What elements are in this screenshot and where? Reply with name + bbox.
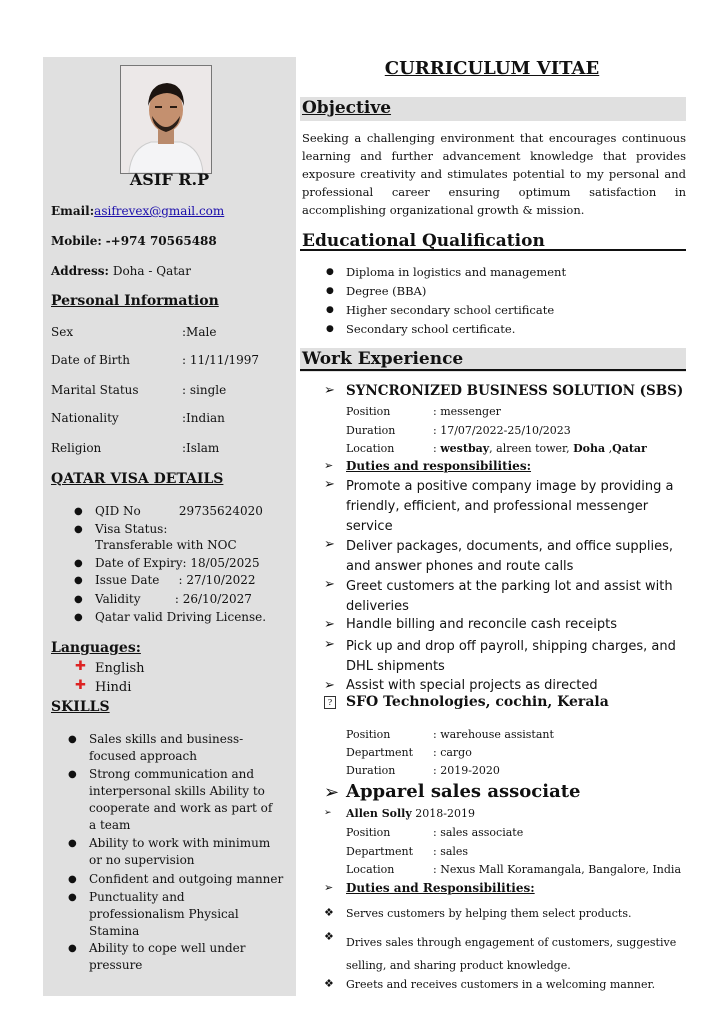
job3-location-label: Location (346, 863, 395, 876)
job3-location: : Nexus Mall Koramangala, Bangalore, India (433, 863, 681, 876)
job1-duties-heading: Duties and responsibilities: (346, 459, 532, 473)
personal-label-marital: Marital Status (51, 383, 139, 397)
skill-item: ● Punctuality and professionalism Physical Stamina (68, 890, 239, 938)
bullet-dot-icon: ● (68, 892, 77, 903)
arrow-bullet-icon: ➢ (324, 637, 335, 652)
skill-item: ● Sales skills and business-focused approach (68, 732, 244, 763)
visa-heading: QATAR VISA DETAILS (51, 471, 224, 487)
bullet-dot-icon: ● (74, 612, 83, 623)
bullet-dot-icon: ● (326, 324, 334, 334)
job1-duty: Handle billing and reconcile cash receipts (346, 617, 617, 632)
personal-value-sex: :Male (182, 325, 217, 339)
job1-duty: Assist with special projects as directed (346, 678, 598, 693)
bullet-dot-icon: ● (74, 506, 83, 517)
job1-position-label: Position (346, 405, 391, 418)
visa-item: ● Visa Status: (74, 522, 168, 536)
visa-item: ● Date of Expiry: 18/05/2025 (74, 556, 260, 570)
arrow-bullet-icon: ➢ (324, 383, 335, 398)
job2-department: : cargo (433, 746, 472, 759)
bullet-dot-icon: ● (68, 838, 77, 849)
personal-label-nationality: Nationality (51, 411, 119, 425)
skills-heading: SKILLS (51, 699, 110, 715)
diamond-bullet-icon: ❖ (324, 977, 334, 990)
arrow-bullet-icon: ➢ (324, 537, 335, 552)
bullet-dot-icon: ● (68, 769, 77, 780)
arrow-bullet-icon: ➢ (324, 678, 335, 693)
objective-text: Seeking a challenging environment that encourages continuous learning and further advancement knowledge that provides exposure creativity and stimulates potential to my personal and professional career ensuring optimum satisfaction in accomplishing organizational growth & mission. (302, 131, 686, 217)
job3-employer: Allen Solly (346, 807, 412, 820)
arrow-bullet-icon: ➢ (324, 477, 335, 492)
personal-value-religion: :Islam (182, 441, 220, 455)
job3-duty: Greets and receives customers in a welcoming manner. (346, 978, 656, 991)
skill-item: ● Confident and outgoing manner (68, 872, 284, 886)
education-heading: Educational Qualification (302, 231, 545, 251)
job2-duration: : 2019-2020 (433, 764, 500, 777)
diamond-bullet-icon: ❖ (324, 930, 334, 943)
skill-item: ● Strong communication and interpersonal skills Ability to cooperate and work as part of a team (68, 767, 273, 832)
arrow-bullet-icon: ✚ (75, 678, 86, 693)
job3-position: : sales associate (433, 826, 524, 839)
job3-duty: Serves customers by helping them select products. (346, 907, 632, 920)
personal-value-marital: : single (182, 383, 227, 397)
job3-department-label: Department (346, 845, 414, 858)
job3-years: 2018-2019 (411, 807, 475, 820)
bullet-dot-icon: ● (68, 943, 77, 954)
personal-value-dob: : 11/11/1997 (182, 353, 260, 367)
visa-item: ● Validity : 26/10/2027 (74, 592, 252, 606)
job1-duty: Pick up and drop off payroll, shipping charges, and DHL shipments (346, 639, 676, 674)
job1-duration-label: Duration (346, 424, 396, 437)
job1-duty: Promote a positive company image by providing a friendly, efficient, and professional messenger service (346, 479, 674, 534)
education-item: ● Diploma in logistics and management (326, 265, 567, 279)
job1-duty: Greet customers at the parking lot and assist with deliveries (346, 579, 673, 614)
job3-employer-row (346, 807, 475, 820)
visa-item-continuation: Transferable with NOC (95, 538, 237, 552)
objective-heading-bar (300, 97, 686, 121)
job3-department: : sales (433, 845, 469, 858)
job3-duties-heading: Duties and Responsibilities: (346, 881, 535, 895)
education-divider (300, 249, 686, 251)
job1-location: : westbay, alreen tower, Doha ,Qatar (433, 442, 647, 455)
address-row (51, 264, 191, 278)
visa-item: ● Qatar valid Driving License. (74, 610, 267, 624)
bullet-dot-icon: ● (326, 286, 334, 296)
job1-location-label: Location (346, 442, 395, 455)
mobile-row (51, 234, 217, 248)
job2-position: : warehouse assistant (433, 728, 554, 741)
skill-item: ● Ability to work with minimum or no supervision (68, 836, 271, 867)
bullet-dot-icon: ● (74, 594, 83, 605)
bullet-dot-icon: ● (68, 734, 77, 745)
arrow-bullet-icon: ➢ (324, 577, 335, 592)
arrow-bullet-icon: ➢ (324, 459, 334, 472)
email-link[interactable]: asifrevex@gmail.com (94, 204, 225, 218)
skill-item: ● Ability to cope well under pressure (68, 941, 246, 972)
job2-department-label: Department (346, 746, 414, 759)
profile-photo (120, 65, 212, 174)
education-item: ● Higher secondary school certificate (326, 303, 555, 317)
objective-heading: Objective (302, 98, 392, 118)
bullet-dot-icon: ● (326, 267, 334, 277)
personal-label-dob: Date of Birth (51, 353, 130, 367)
arrow-bullet-icon: ✚ (75, 659, 86, 674)
candidate-name: ASIF R.P (129, 170, 210, 189)
job1-position: : messenger (433, 405, 501, 418)
personal-info-heading: Personal Information (51, 293, 219, 309)
placeholder-glyph-icon: ? (324, 696, 336, 709)
bullet-dot-icon: ● (68, 874, 77, 885)
education-item: ● Degree (BBA) (326, 284, 427, 298)
job2-company: SFO Technologies, cochin, Kerala (346, 694, 609, 710)
address-label: Address: (51, 264, 109, 278)
bullet-dot-icon: ● (74, 575, 83, 586)
job3-title: Apparel sales associate (346, 781, 581, 802)
arrow-bullet-icon: ➢ (324, 808, 332, 818)
arrow-bullet-icon: ➢ (324, 617, 335, 632)
diamond-bullet-icon: ❖ (324, 906, 334, 919)
page-title: CURRICULUM VITAE (384, 58, 600, 79)
work-divider (300, 369, 686, 371)
job3-position-label: Position (346, 826, 391, 839)
job3-duty: Drives sales through engagement of customers, suggestive selling, and sharing product knowledge. (346, 936, 677, 972)
education-heading-bar (300, 230, 686, 251)
language-item: ✚ English (75, 659, 145, 676)
email-label: Email: (51, 204, 95, 218)
job1-duration: : 17/07/2022-25/10/2023 (433, 424, 571, 437)
arrow-bullet-icon: ➢ (324, 881, 334, 894)
language-item: ✚ Hindi (75, 678, 132, 695)
work-heading: Work Experience (302, 349, 464, 369)
personal-label-sex: Sex (51, 325, 74, 339)
bullet-dot-icon: ● (74, 524, 83, 535)
mobile-value: -+974 70565488 (105, 234, 217, 248)
address-value: Doha - Qatar (112, 264, 191, 278)
job1-company: SYNCRONIZED BUSINESS SOLUTION (SBS) (346, 383, 684, 399)
job1-duty: Deliver packages, documents, and office supplies, and answer phones and route calls (346, 539, 673, 574)
visa-item: ● QID No 29735624020 (74, 504, 263, 518)
arrow-bullet-icon: ➢ (324, 782, 340, 803)
personal-label-religion: Religion (51, 441, 102, 455)
personal-value-nationality: :Indian (182, 411, 225, 425)
email-row (51, 204, 224, 218)
education-item: ● Secondary school certificate. (326, 322, 516, 336)
languages-heading: Languages: (51, 640, 141, 656)
job2-position-label: Position (346, 728, 391, 741)
bullet-dot-icon: ● (74, 558, 83, 569)
bullet-dot-icon: ● (326, 305, 334, 315)
job2-duration-label: Duration (346, 764, 396, 777)
visa-item: ● Issue Date : 27/10/2022 (74, 573, 256, 587)
mobile-label: Mobile: (51, 234, 102, 248)
